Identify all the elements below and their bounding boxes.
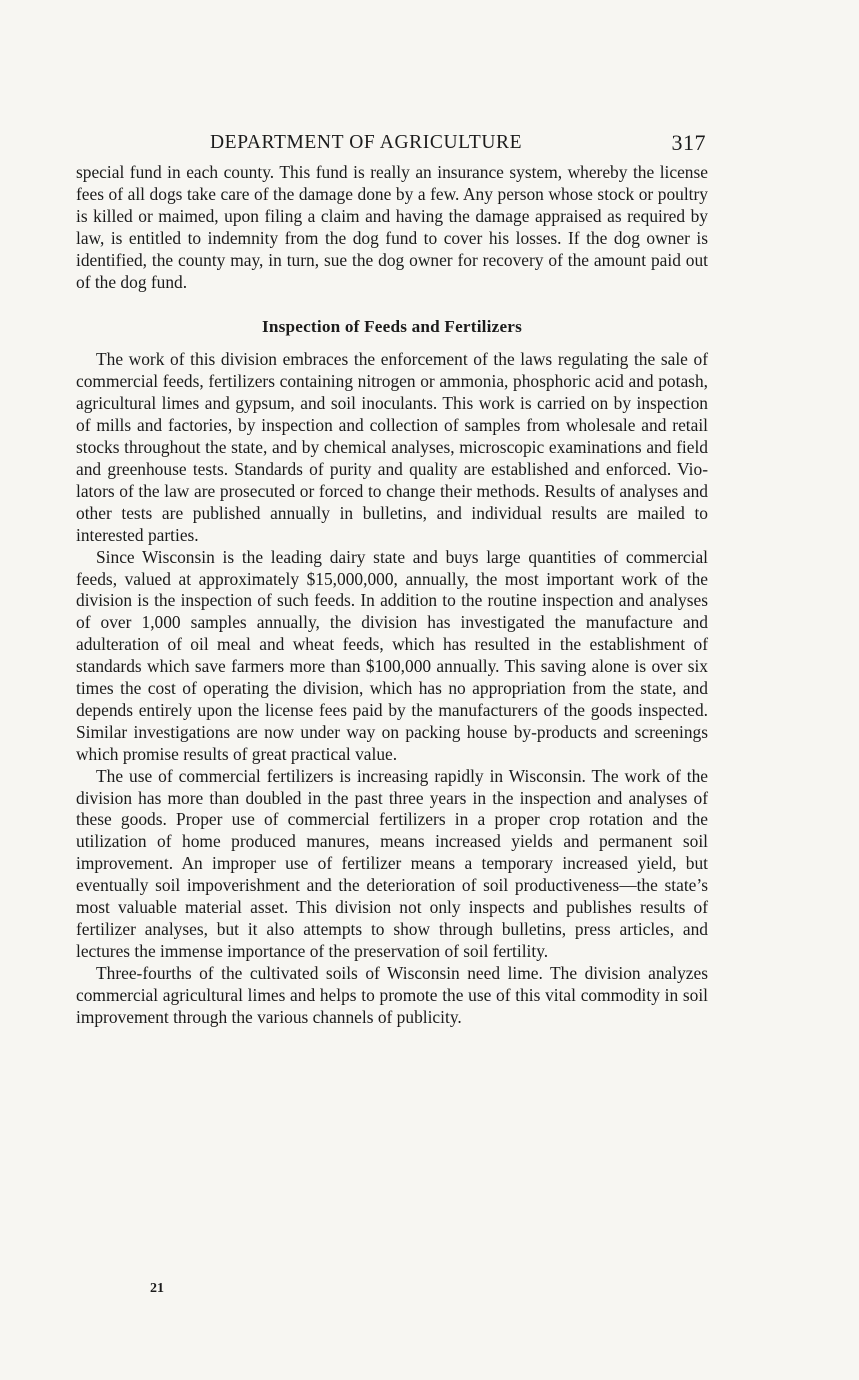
book-page (76, 128, 708, 1029)
paragraph-lime: Three-fourths of the cultivated soils of Wisconsin need lime. The division analyzes commercial agricultural limes and helps to promote the use of this vital commodity in soil improvement through the various channels of publicity. (76, 962, 708, 1027)
page-number: 317 (671, 130, 706, 155)
paragraph-enforcement: The work of this division embraces the enforcement of the laws regulating the sale of commercial feeds, fertilizers containing nitrogen or ammonia, phosphoric acid and potash, agricultural limes and gypsum, and soil inoculants. This work is carried on by inspection of mills and factories, by inspection and collection of samples from wholesale and retail stocks throughout the state, and by chemical analyses, microscopic examinations and field and greenhouse tests. Standards of purity and quality are established and enforced. Violators of the law are prosecuted or forced to change their methods. Results of analyses and other tests are published annually in bulletins, and individual results are mailed to interested parties. (76, 349, 708, 545)
intro-paragraph: special fund in each county. This fund is really an insurance system, whereby the license fees of all dogs take care of the damage done by a few. Any person whose stock or poultry is killed or maimed, upon filing a claim and having the damage appraised as required by law, is entitled to indemnity from the dog fund to cover his losses. If the dog owner is identified, the county may, in turn, sue the dog owner for recovery of the amount paid out of the dog fund. (76, 162, 708, 292)
paragraph-commercial-feeds: Since Wisconsin is the leading dairy state and buys large quantities of commercial feeds, valued at approximately $15,000,000, annually, the most important work of the division is the inspection of such feeds. In addition to the routine inspection and analyses of over 1,000 samples annually, the division has investigated the manufacture and adulteration of oil meal and wheat feeds, which has resulted in the establishment of standards which save farmers more than $100,000 annually. This saving alone is over six times the cost of operating the division, which has no appropriation from the state, and depends entirely upon the license fees paid by the manufacturers of the goods inspected. Similar investigations are now under way on packing house by-products and screenings which promise results of great practical value. (76, 546, 708, 764)
paragraph-fertilizers: The use of commercial fertilizers is increasing rapidly in Wisconsin. The work of the division has more than doubled in the past three years in the inspection and analyses of these goods. Proper use of commercial fertilizers in a proper crop rotation and the utilization of home produced manures, means increased yields and permanent soil improvement. An improper use of fertilizer means a temporary increased yield, but eventually soil impoverishment and the deterioration of soil productiveness—the state’s most valuable material asset. This division not only inspects and publishes results of fertilizer analyses, but it also attempts to show through bulletins, press articles, and lectures the immense importance of the preservation of soil fertility. (76, 765, 708, 961)
body-text (76, 162, 708, 1029)
section-heading: Inspection of Feeds and Fertilizers (261, 317, 522, 337)
running-head (76, 128, 708, 162)
running-title: DEPARTMENT OF AGRICULTURE (210, 132, 523, 153)
signature-mark: 21 (150, 1281, 164, 1296)
